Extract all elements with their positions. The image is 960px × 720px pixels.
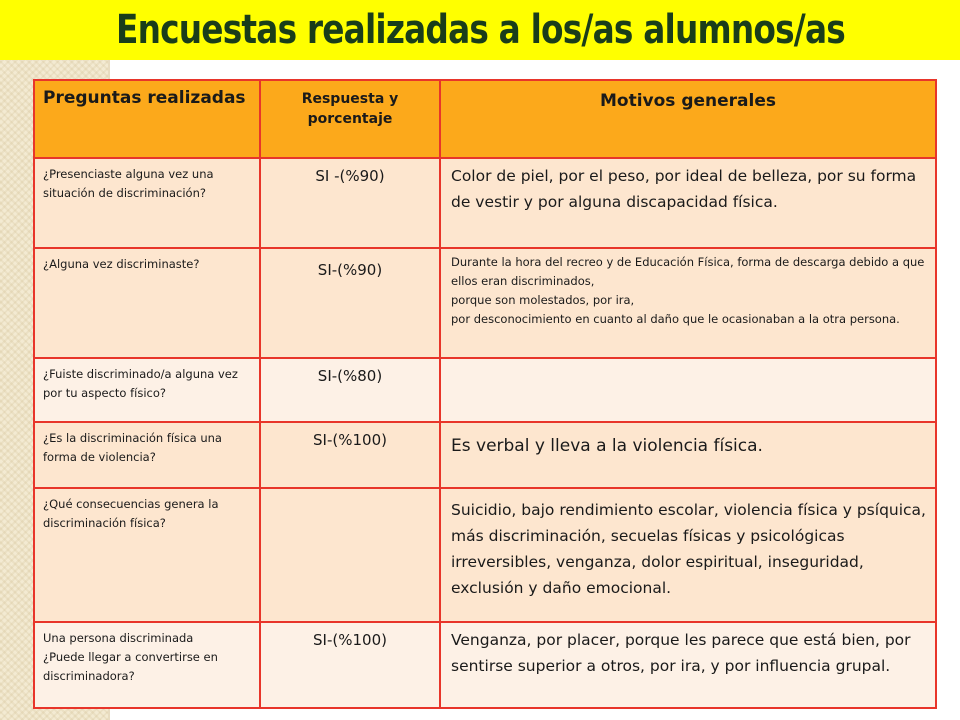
header-answer: Respuesta y porcentaje bbox=[260, 80, 440, 158]
slide-title: Encuestas realizadas a los/as alumnos/as bbox=[115, 7, 845, 53]
table-row bbox=[34, 158, 936, 248]
reasons-cell: Es verbal y lleva a la violencia física. bbox=[440, 422, 936, 488]
reasons-cell bbox=[440, 248, 936, 358]
question-line: Una persona discriminada bbox=[43, 631, 194, 645]
title-bar bbox=[0, 0, 960, 60]
answer-cell: SI-(%80) bbox=[260, 358, 440, 422]
reason-line: Durante la hora del recreo y de Educación Física, forma de descarga debido a que ellos eran discriminados, bbox=[451, 255, 925, 288]
question-cell: ¿Qué consecuencias genera la discriminación física? bbox=[34, 488, 260, 622]
reasons-cell: Color de piel, por el peso, por ideal de belleza, por su forma de vestir y por alguna discapacidad física. bbox=[440, 158, 936, 248]
answer-cell: SI-(%90) bbox=[260, 248, 440, 358]
question-cell: ¿Fuiste discriminado/a alguna vez por tu aspecto físico? bbox=[34, 358, 260, 422]
header-questions: Preguntas realizadas bbox=[34, 80, 260, 158]
question-cell: ¿Presenciaste alguna vez una situación de discriminación? bbox=[34, 158, 260, 248]
question-cell: ¿Es la discriminación física una forma de violencia? bbox=[34, 422, 260, 488]
question-cell: ¿Alguna vez discriminaste? bbox=[34, 248, 260, 358]
table-row bbox=[34, 248, 936, 358]
table-row bbox=[34, 488, 936, 622]
question-cell bbox=[34, 622, 260, 708]
reason-line: por desconocimiento en cuanto al daño que le ocasionaban a la otra persona. bbox=[451, 312, 900, 326]
table-row bbox=[34, 422, 936, 488]
reason-line: porque son molestados, por ira, bbox=[451, 293, 635, 307]
header-reasons: Motivos generales bbox=[440, 80, 936, 158]
answer-cell bbox=[260, 488, 440, 622]
survey-table bbox=[33, 79, 937, 709]
reasons-cell bbox=[440, 358, 936, 422]
answer-cell: SI-(%100) bbox=[260, 422, 440, 488]
answer-cell: SI -(%90) bbox=[260, 158, 440, 248]
reasons-cell: Suicidio, bajo rendimiento escolar, violencia física y psíquica, más discriminación, secuelas físicas y psicológicas irreversibles, venganza, dolor espiritual, inseguridad, exclusión y daño emocional. bbox=[440, 488, 936, 622]
reasons-cell: Venganza, por placer, porque les parece que está bien, por sentirse superior a otros, por ira, y por influencia grupal. bbox=[440, 622, 936, 708]
table-row bbox=[34, 622, 936, 708]
question-line: ¿Puede llegar a convertirse en discriminadora? bbox=[43, 650, 218, 683]
table-row bbox=[34, 358, 936, 422]
answer-cell: SI-(%100) bbox=[260, 622, 440, 708]
table-header-row bbox=[34, 80, 936, 158]
